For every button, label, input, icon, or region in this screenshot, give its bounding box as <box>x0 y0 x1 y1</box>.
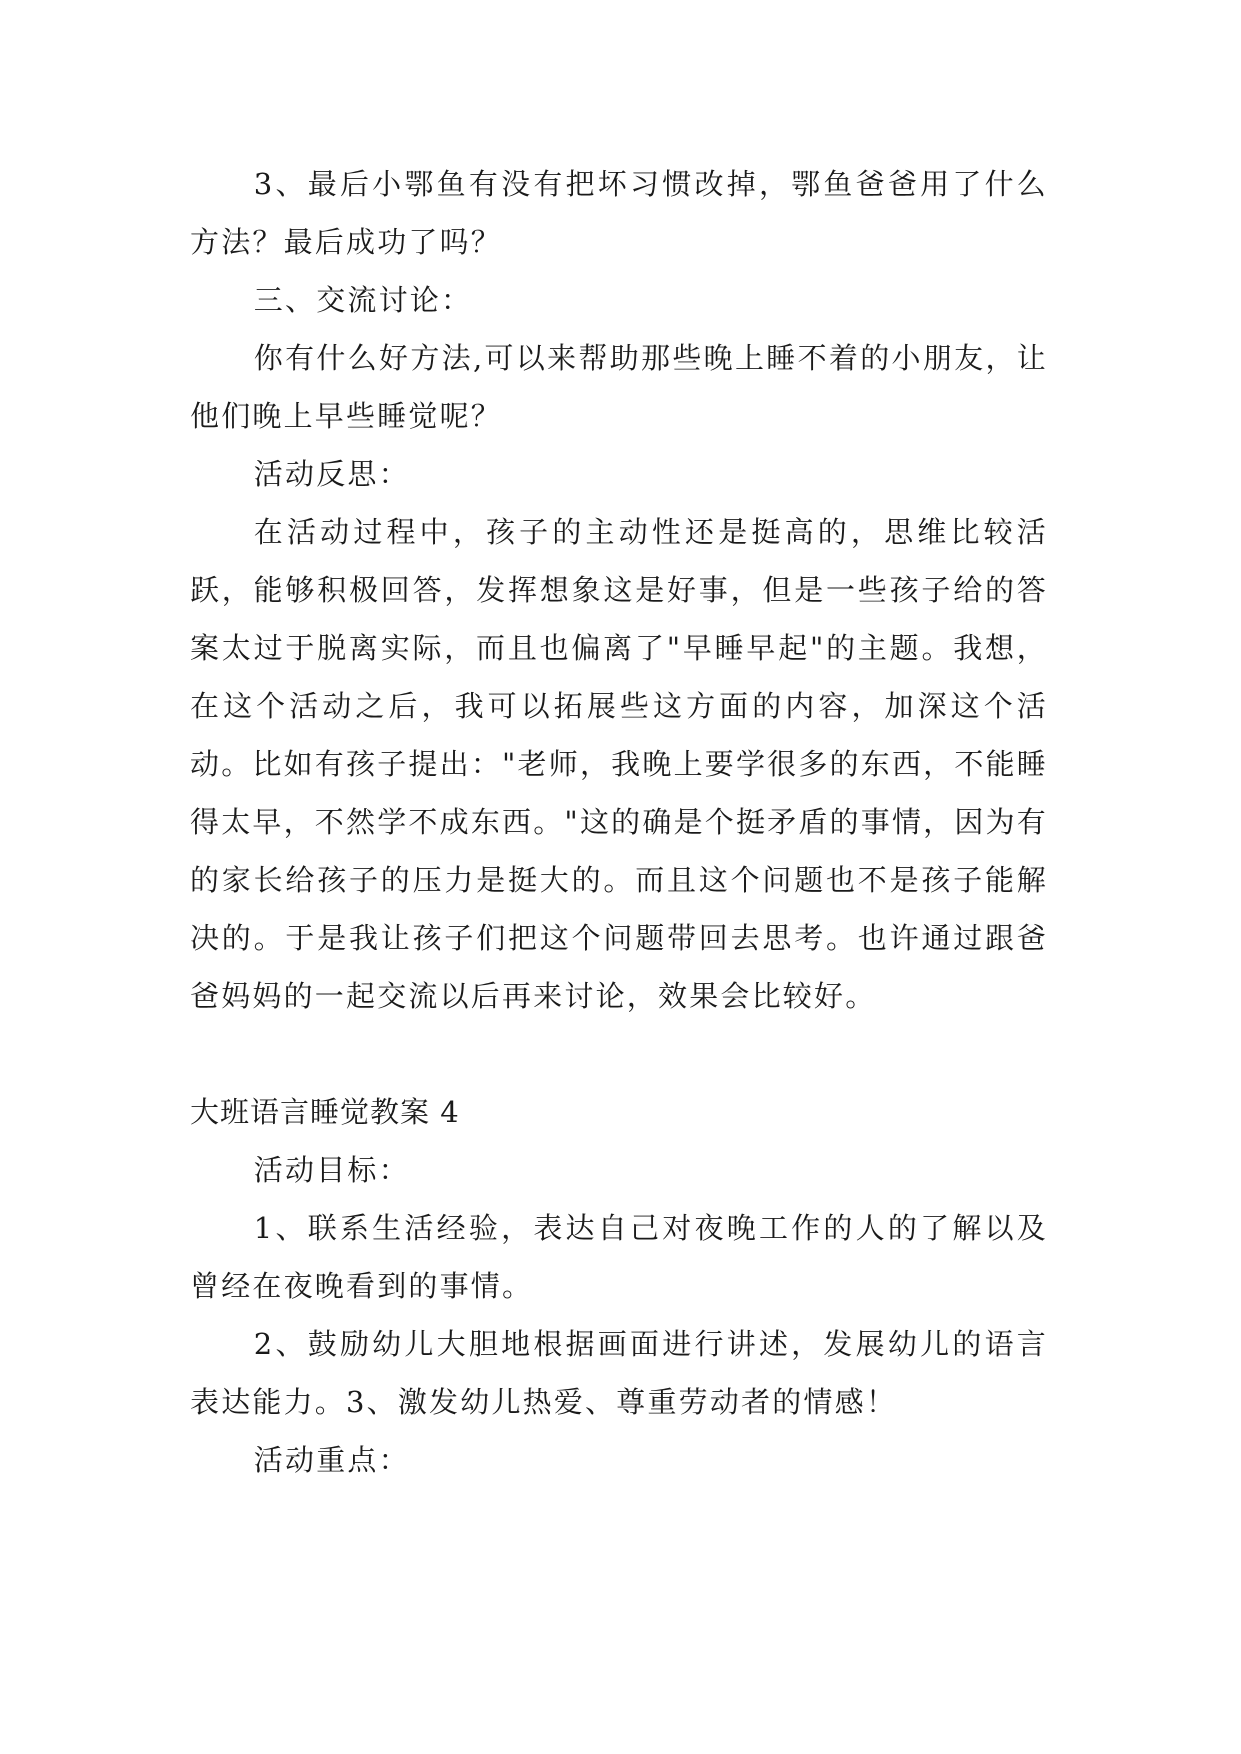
document-body <box>190 155 1048 1489</box>
section-gap <box>190 1025 1048 1083</box>
paragraph-discussion: 你有什么好方法,可以来帮助那些晚上睡不着的小朋友，让他们晚上早些睡觉呢？ <box>190 341 1048 433</box>
section-heading-discussion: 三、交流讨论： <box>253 283 473 317</box>
goal-item-2: 2、鼓励幼儿大胆地根据画面进行讲述，发展幼儿的语言表达能力。3、激发幼儿热爱、尊重劳动者的情感！ <box>190 1327 1048 1419</box>
section-heading-key-points: 活动重点： <box>253 1443 410 1477</box>
paragraph-reflection: 在活动过程中，孩子的主动性还是挺高的，思维比较活跃，能够积极回答，发挥想象这是好事，但是一些孩子给的答案太过于脱离实际，而且也偏离了"早睡早起"的主题。我想，在这个活动之后，我可以拓展些这方面的内容，加深这个活动。比如有孩子提出："老师，我晚上要学很多的东西，不能睡得太早，不然学不成东西。"这的确是个挺矛盾的事情，因为有的家长给孩子的压力是挺大的。而且这个问题也不是孩子能解决的。于是我让孩子们把这个问题带回去思考。也许通过跟爸爸妈妈的一起交流以后再来讨论，效果会比较好。 <box>190 515 1048 1013</box>
goal-item-1: 1、联系生活经验，表达自己对夜晚工作的人的了解以及曾经在夜晚看到的事情。 <box>190 1211 1048 1303</box>
section-heading-goals: 活动目标： <box>253 1153 410 1187</box>
paragraph-question-3: 3、最后小鄂鱼有没有把坏习惯改掉，鄂鱼爸爸用了什么方法？最后成功了吗？ <box>190 167 1048 259</box>
section-heading-reflection: 活动反思： <box>253 457 410 491</box>
lesson-title: 大班语言睡觉教案 4 <box>190 1095 460 1129</box>
